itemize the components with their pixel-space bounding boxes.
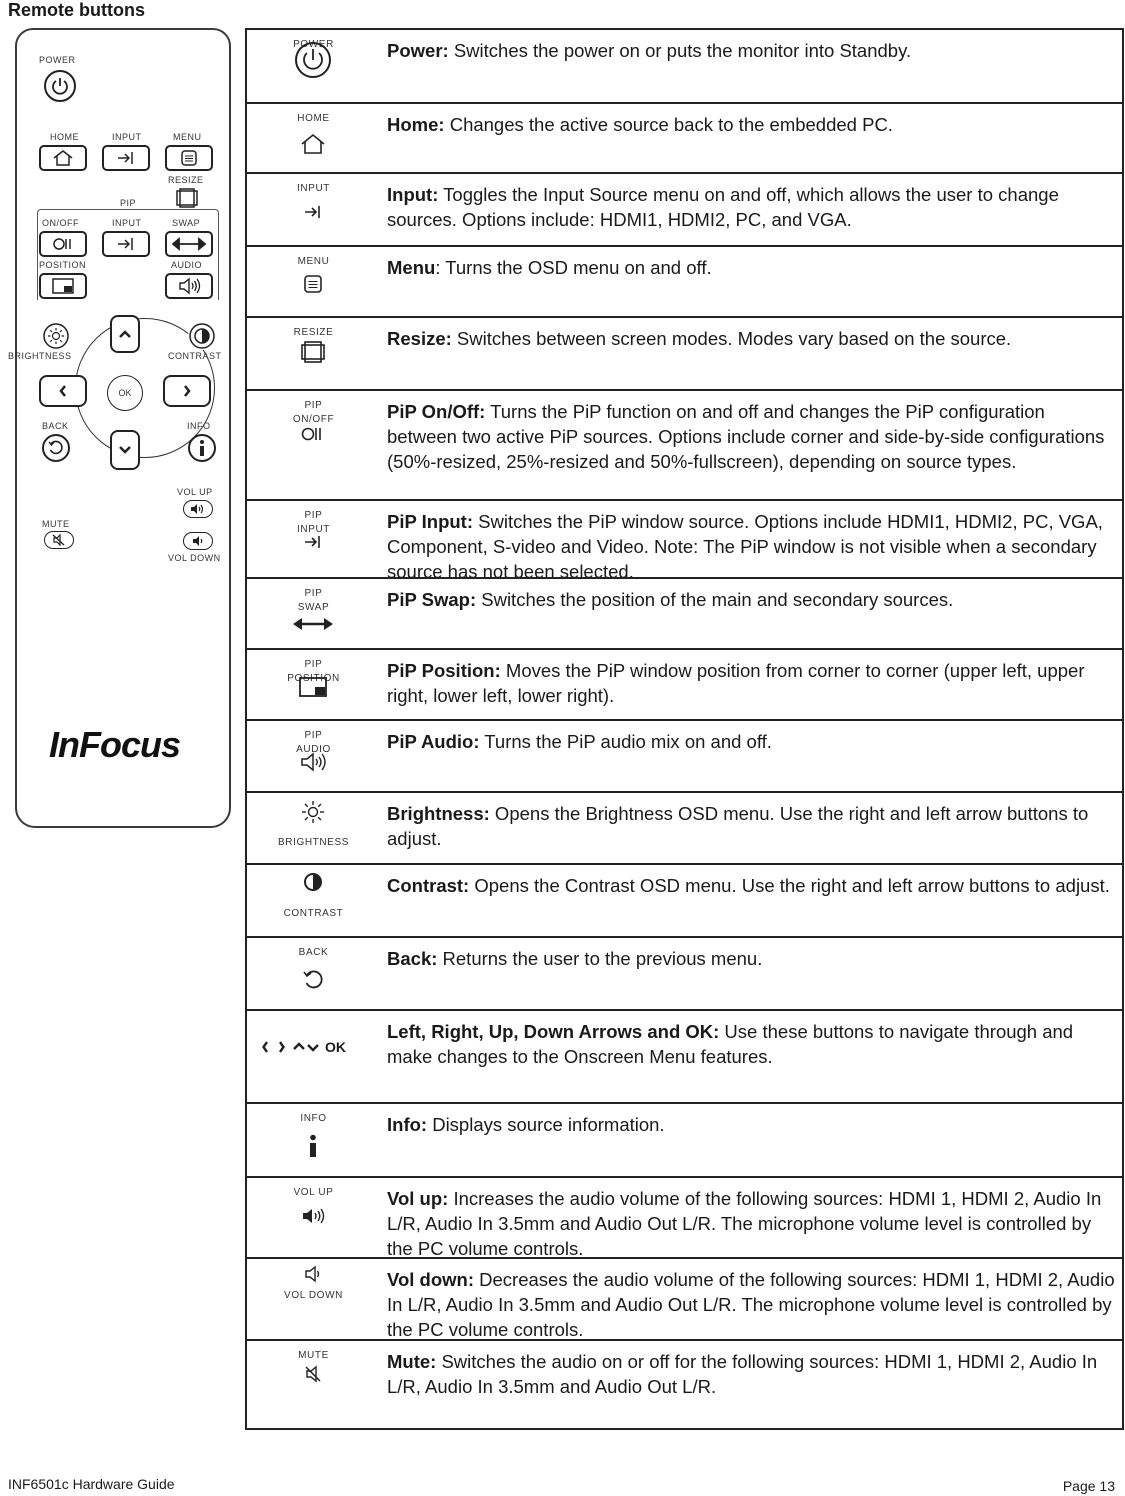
description-text: Decreases the audio volume of the following sources: HDMI 1, HDMI 2, Audio In L/R, Audio In 3.5mm and Audio Out L/R. The microphone volume level is controlled by the PC volume controls.: [387, 1269, 1115, 1340]
description: [387, 587, 1116, 612]
remote-home-button: [39, 145, 87, 171]
vol-up-icon: [301, 1207, 325, 1225]
remote-label-onoff: ON/OFF: [42, 218, 79, 228]
icon-cell: [247, 579, 380, 648]
brightness-icon: [43, 323, 69, 349]
audio-icon: [177, 277, 201, 295]
table-row: [247, 30, 1122, 102]
remote-label-info: INFO: [187, 421, 211, 431]
term: Left, Right, Up, Down Arrows and OK:: [387, 1021, 720, 1042]
term: PiP Swap:: [387, 589, 477, 610]
remote-label-vol-down: VOL DOWN: [168, 553, 221, 563]
icon-label: SWAP: [297, 602, 330, 613]
pip-onoff-icon: [300, 425, 326, 443]
description: [387, 509, 1116, 584]
icon-label: CONTRAST: [283, 908, 344, 919]
remote-info-button: [188, 434, 216, 462]
icon-cell: [247, 938, 380, 1009]
remote-back-button: [42, 434, 70, 462]
remote-label-home: HOME: [50, 132, 79, 142]
description-text: Switches between screen modes. Modes vary based on the source.: [451, 328, 1012, 349]
term: PiP Input:: [387, 511, 473, 532]
description: [387, 873, 1116, 898]
remote-label-menu: MENU: [173, 132, 202, 142]
description: [387, 255, 1116, 280]
description-text: Moves the PiP window position from corner to corner (upper left, upper right, lower left, lower right).: [387, 660, 1085, 706]
description-text: Switches the position of the main and secondary sources.: [476, 589, 954, 610]
remote-pip-input-button: [102, 231, 150, 257]
remote-swap-button: [165, 231, 213, 257]
term: PiP Audio:: [387, 731, 480, 752]
remote-down-button: [110, 430, 140, 470]
description: [387, 946, 1116, 971]
footer-page-number: Page 13: [1062, 1478, 1115, 1494]
info-icon: [197, 439, 207, 457]
icon-label: VOL UP: [293, 1187, 334, 1198]
term: Back:: [387, 948, 438, 969]
description: [387, 112, 1116, 137]
icon-cell: [247, 865, 380, 936]
icon-label: BACK: [298, 947, 329, 958]
power-icon: [50, 76, 70, 96]
icon-cell: [247, 30, 380, 102]
vol-down-icon: [189, 535, 207, 547]
table-row: [247, 1339, 1122, 1428]
description: [387, 182, 1116, 232]
position-icon: [52, 278, 74, 294]
home-icon: [300, 133, 326, 155]
table-row: [247, 577, 1122, 648]
input-icon: [115, 150, 137, 166]
icon-label: INPUT: [297, 183, 330, 194]
remote-label-audio: AUDIO: [171, 260, 203, 270]
table-row: [247, 499, 1122, 582]
remote-label-back: BACK: [42, 421, 69, 431]
remote-resize-button: [174, 188, 200, 208]
remote-label-input: INPUT: [112, 132, 142, 142]
remote-contrast-button: [188, 322, 216, 350]
description-text: Switches the power on or puts the monitor into Standby.: [448, 40, 912, 61]
power-icon: [293, 40, 333, 80]
menu-icon: [303, 274, 323, 294]
description: [387, 1267, 1116, 1342]
mute-icon: [50, 534, 68, 546]
icon-label: POWER: [293, 39, 334, 50]
remote-label-mute: MUTE: [42, 519, 70, 529]
icon-label: PIP: [304, 659, 323, 670]
pip-onoff-icon: [51, 236, 75, 252]
input-icon: [115, 236, 137, 252]
remote-label-swap: SWAP: [172, 218, 201, 228]
home-icon: [52, 149, 74, 167]
remote-position-button: [39, 273, 87, 299]
icon-label: MENU: [297, 256, 330, 267]
resize-icon: [299, 341, 327, 363]
contrast-icon: [189, 323, 215, 349]
remote-label-power: POWER: [39, 55, 76, 65]
icon-cell: [247, 1104, 380, 1176]
table-row: [247, 1009, 1122, 1102]
description-text: Switches the PiP window source. Options include HDMI1, HDMI2, PC, VGA, Component, S-video and Video. Note: The PiP window is not visible when a secondary source has not been selected.: [387, 511, 1103, 582]
icon-label: PIP: [304, 400, 323, 411]
remote-illustration: [8, 28, 231, 828]
term: Input:: [387, 184, 439, 205]
icon-label: VOL DOWN: [284, 1290, 343, 1301]
remote-vol-down-button: [183, 532, 213, 550]
icon-label: PIP: [304, 730, 323, 741]
icon-cell: [247, 1011, 380, 1102]
vol-down-icon: [304, 1265, 322, 1283]
description: [387, 658, 1116, 708]
chevron-up-icon: [118, 329, 132, 339]
table-row: [247, 389, 1122, 499]
remote-mute-button: [44, 531, 74, 549]
icon-cell: [247, 721, 380, 791]
table-row: [247, 1257, 1122, 1339]
table-row: [247, 863, 1122, 936]
remote-label-resize: RESIZE: [168, 175, 204, 185]
remote-right-button: [163, 375, 211, 407]
icon-label: BRIGHTNESS: [277, 837, 349, 848]
audio-icon: [299, 751, 327, 773]
resize-icon: [174, 188, 200, 208]
icon-label: INPUT: [297, 524, 330, 535]
icon-cell: [247, 247, 380, 316]
description: [387, 38, 1116, 63]
term: Vol up:: [387, 1188, 449, 1209]
description-text: Increases the audio volume of the following sources: HDMI 1, HDMI 2, Audio In L/R, Audio In 3.5mm and Audio Out L/R. The microphone volume level is controlled by the PC volume controls.: [387, 1188, 1102, 1259]
info-icon: [307, 1134, 319, 1158]
table-row: [247, 245, 1122, 316]
icon-cell: [247, 391, 380, 499]
icon-cell: [247, 104, 380, 172]
description-text: Toggles the Input Source menu on and off, which allows the user to change sources. Options include: HDMI1, HDMI2, PC, and VGA.: [387, 184, 1059, 230]
remote-left-button: [39, 375, 87, 407]
icon-cell: [247, 174, 380, 245]
remote-brightness-button: [42, 322, 70, 350]
term: PiP Position:: [387, 660, 501, 681]
remote-up-button: [110, 315, 140, 353]
menu-icon: [180, 149, 198, 167]
term: Resize:: [387, 328, 452, 349]
table-row: [247, 1102, 1122, 1176]
description-text: Switches the audio on or off for the following sources: HDMI 1, HDMI 2, Audio In L/R, Audio In 3.5mm and Audio Out L/R.: [387, 1351, 1098, 1397]
term: Vol down:: [387, 1269, 474, 1290]
term: Power:: [387, 40, 449, 61]
description: [387, 1349, 1116, 1399]
remote-label-pip: PIP: [120, 198, 137, 208]
back-icon: [302, 969, 324, 991]
description: [387, 1019, 1116, 1069]
remote-menu-button: [165, 145, 213, 171]
term: Mute:: [387, 1351, 437, 1372]
description-text: Turns the PiP audio mix on and off.: [479, 731, 772, 752]
description-text: Turns the PiP function on and off and changes the PiP configuration between two active PiP sources. Options include corner and side-by-side configurations (50%-resized, 25%-resized and 50%-fullscreen), depending on source types.: [387, 401, 1105, 472]
page-heading: Remote buttons: [8, 0, 145, 20]
icon-cell: [247, 793, 380, 863]
term: PiP On/Off:: [387, 401, 486, 422]
chevron-left-icon: [58, 384, 68, 398]
table-row: [247, 936, 1122, 1009]
position-icon: [299, 677, 327, 697]
remote-vol-up-button: [183, 500, 213, 518]
term: Contrast:: [387, 875, 470, 896]
icon-label: HOME: [297, 113, 330, 124]
swap-icon: [291, 616, 335, 632]
icon-label: RESIZE: [293, 327, 334, 338]
back-icon: [47, 439, 65, 457]
icon-cell: [247, 1178, 380, 1257]
description: [387, 399, 1116, 474]
term: Brightness:: [387, 803, 490, 824]
description: [387, 326, 1116, 351]
arrows-ok-icon: [261, 1039, 337, 1055]
remote-label-vol-up: VOL UP: [177, 487, 213, 497]
icon-label: POSITION: [287, 673, 340, 684]
remote-label-pip-input: INPUT: [112, 218, 142, 228]
remote-power-button: [44, 70, 76, 102]
description: [387, 729, 1116, 754]
input-icon: [302, 203, 324, 221]
icon-label: INFO: [300, 1113, 327, 1124]
icon-label: PIP: [304, 510, 323, 521]
description-text: Displays source information.: [427, 1114, 665, 1135]
remote-label-brightness: BRIGHTNESS: [8, 351, 72, 361]
remote-ok-label: OK: [118, 388, 132, 398]
pip-input-icon: [302, 533, 324, 551]
remote-label-position: POSITION: [39, 260, 87, 270]
vol-up-icon: [189, 503, 207, 515]
description-text: Opens the Contrast OSD menu. Use the right and left arrow buttons to adjust.: [469, 875, 1110, 896]
remote-input-button: [102, 145, 150, 171]
footer-guide-title: INF6501c Hardware Guide: [8, 1476, 175, 1492]
table-row: [247, 316, 1122, 389]
swap-icon: [171, 237, 207, 251]
remote-buttons-table: [245, 28, 1124, 1430]
table-row: [247, 719, 1122, 791]
brightness-icon: [300, 799, 326, 825]
description-text: : Turns the OSD menu on and off.: [435, 257, 712, 278]
description: [387, 1112, 1116, 1137]
remote-pip-onoff-button: [39, 231, 87, 257]
chevron-right-icon: [182, 384, 192, 398]
chevron-down-icon: [118, 445, 132, 455]
icon-label: AUDIO: [296, 744, 331, 755]
icon-cell: [247, 650, 380, 719]
table-row: [247, 1176, 1122, 1257]
mute-icon: [303, 1365, 323, 1383]
icon-cell: [247, 1341, 380, 1428]
term: Menu: [387, 257, 436, 278]
term: Home:: [387, 114, 445, 135]
icon-cell: [247, 501, 380, 577]
icon-label: PIP: [304, 588, 323, 599]
remote-audio-button: [165, 273, 213, 299]
ok-glyph: OK: [325, 1039, 346, 1055]
icon-label: ON/OFF: [292, 414, 335, 425]
term: Info:: [387, 1114, 428, 1135]
table-row: [247, 648, 1122, 719]
contrast-icon: [303, 872, 323, 892]
infocus-logo: InFocus: [49, 724, 181, 765]
remote-label-contrast: CONTRAST: [168, 351, 222, 361]
icon-cell: [247, 1259, 380, 1339]
icon-cell: [247, 318, 380, 389]
table-row: [247, 791, 1122, 863]
table-row: [247, 102, 1122, 172]
description: [387, 1186, 1116, 1261]
table-row: [247, 172, 1122, 245]
description-text: Use these buttons to navigate through and make changes to the Onscreen Menu features.: [387, 1021, 1074, 1067]
remote-ok-button: [107, 375, 143, 411]
description-text: Returns the user to the previous menu.: [437, 948, 763, 969]
icon-label: MUTE: [298, 1350, 329, 1361]
description: [387, 801, 1116, 851]
description-text: Changes the active source back to the embedded PC.: [444, 114, 893, 135]
description-text: Opens the Brightness OSD menu. Use the right and left arrow buttons to adjust.: [387, 803, 1089, 849]
